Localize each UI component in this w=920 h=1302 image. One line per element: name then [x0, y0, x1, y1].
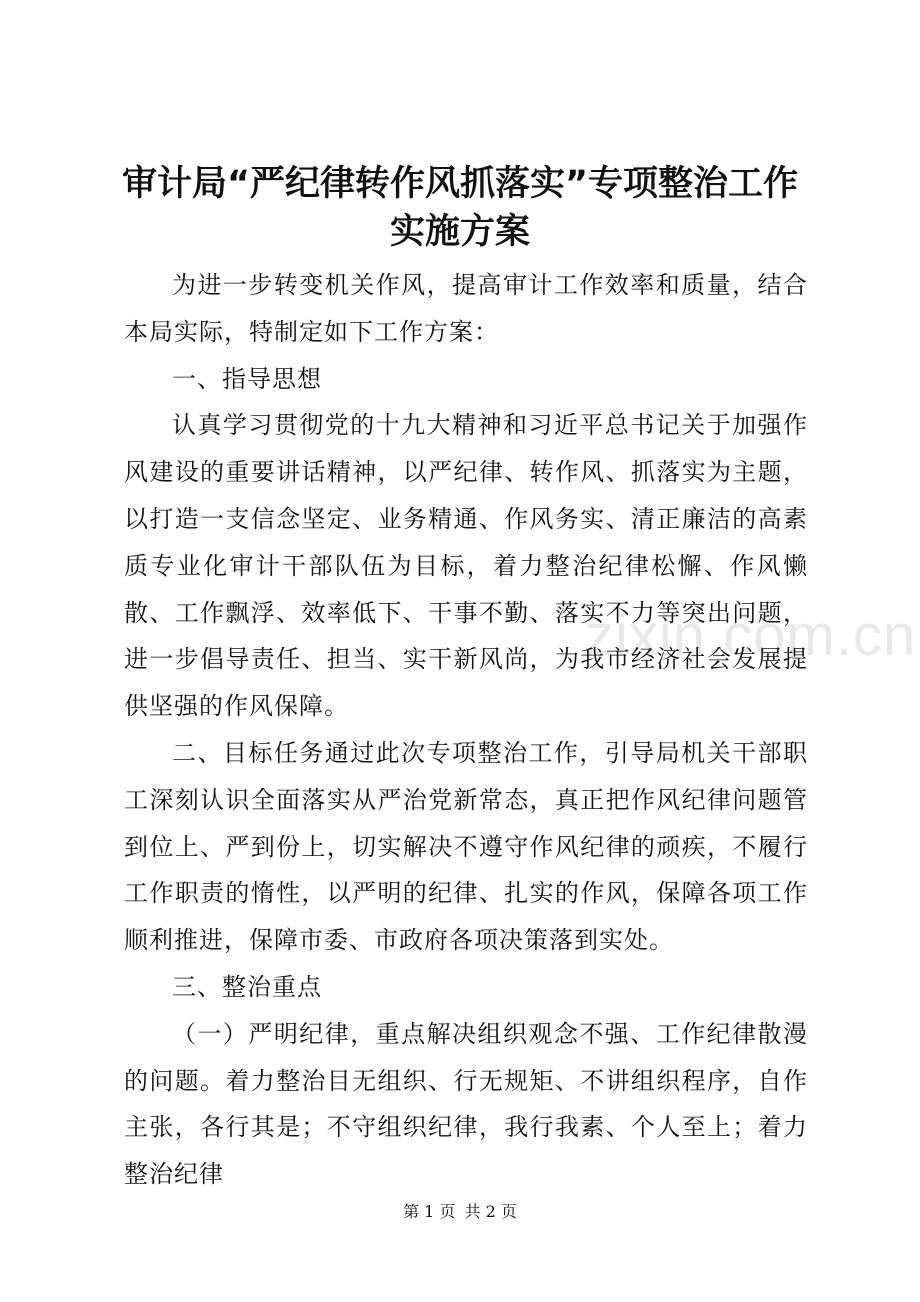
page-number: 第 1 页: [403, 1202, 456, 1221]
watermark: zixin.com.cn: [585, 603, 917, 668]
key-points-paragraph: （一）严明纪律，重点解决组织观念不强、工作纪律散漫的问题。着力整治目无组织、行无规矩、不讲组织程序，自作主张，各行其是；不守组织纪律，我行我素、个人至上；着力整治纪律: [124, 1019, 808, 1189]
section-heading-guiding-thought: 一、指导思想: [172, 364, 322, 393]
document-body: [124, 262, 808, 1198]
page-footer: [0, 1200, 920, 1224]
guiding-thought-paragraph: 认真学习贯彻党的十九大精神和习近平总书记关于加强作风建设的重要讲话精神，以严纪律、转作风、抓落实为主题，以打造一支信念坚定、业务精通、作风务实、清正廉洁的高素质专业化审计干部队伍为目标，着力整治纪律松懈、作风懒散、工作飘浮、效率低下、干事不勤、落实不力等突出问题，进一步倡导责任、担当、实干新风尚，为我市经济社会发展提供坚强的作风保障。: [124, 411, 808, 721]
section-heading-key-points: 三、整治重点: [172, 972, 322, 1001]
goals-paragraph: 二、目标任务通过此次专项整治工作，引导局机关干部职工深刻认识全面落实从严治党新常态，真正把作风纪律问题管到位上、严到份上，切实解决不遵守作风纪律的顽疾，不履行工作职责的惰性，以严明的纪律、扎实的作风，保障各项工作顺利推进，保障市委、市政府各项决策落到实处。: [124, 738, 808, 955]
intro-paragraph: 为进一步转变机关作风，提高审计工作效率和质量，结合本局实际，特制定如下工作方案：: [124, 271, 808, 346]
document-title: 审计局“严纪律转作风抓落实”专项整治工作实施方案: [121, 164, 798, 252]
page-total: 共 2 页: [464, 1202, 517, 1221]
